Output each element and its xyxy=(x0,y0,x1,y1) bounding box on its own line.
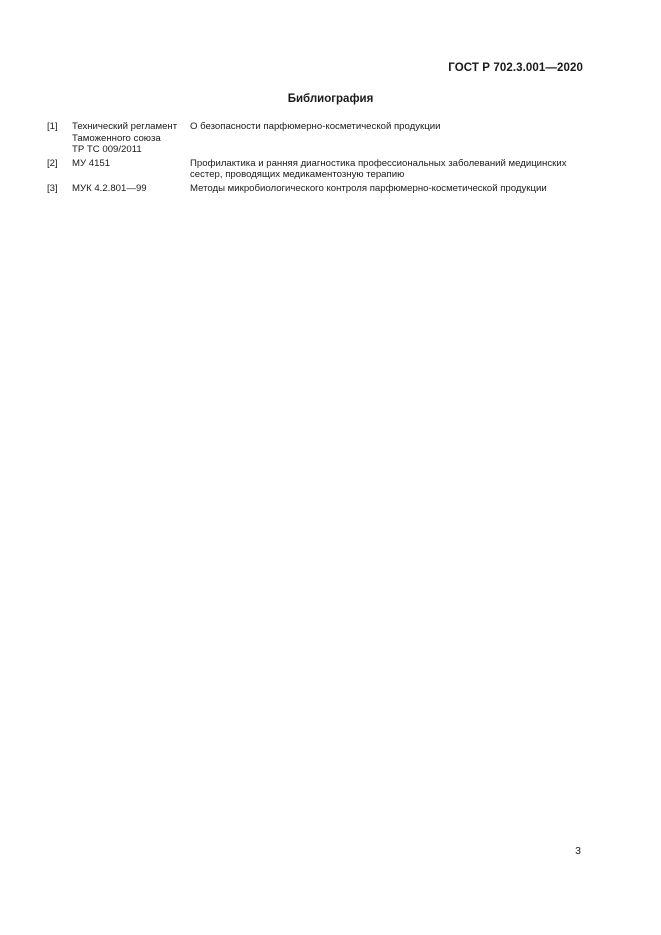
entry-reference xyxy=(72,158,190,181)
page-number: 3 xyxy=(575,845,581,857)
document-code: ГОСТ Р 702.3.001—2020 xyxy=(448,62,583,74)
entry-title-line: О безопасности парфюмерно-косметической продукции xyxy=(190,121,441,132)
entry-title xyxy=(190,121,597,156)
bibliography-list xyxy=(47,121,597,197)
entry-title xyxy=(190,183,597,195)
entry-reference xyxy=(72,121,190,156)
entry-reference-line: МУ 4151 xyxy=(72,157,111,169)
entry-number: [2] xyxy=(47,157,58,169)
bibliography-entry xyxy=(47,158,597,181)
entry-reference-line: ТР ТС 009/2011 xyxy=(72,144,142,156)
entry-reference xyxy=(72,183,190,195)
entry-reference-line: Технический регламент xyxy=(72,121,178,132)
entry-title-line: Профилактика и ранняя диагностика профессиональных заболеваний медицинских xyxy=(190,157,567,169)
entry-title-line: сестер, проводящих медикаментозную терапию xyxy=(190,169,405,181)
section-title: Библиография xyxy=(287,93,374,105)
entry-reference-line: МУК 4.2.801—99 xyxy=(72,182,147,194)
entry-number: [1] xyxy=(47,121,58,132)
bibliography-entry xyxy=(47,121,597,156)
entry-reference-line: Таможенного союза xyxy=(72,132,161,144)
entry-title xyxy=(190,158,597,181)
entry-number: [3] xyxy=(47,182,58,194)
bibliography-entry xyxy=(47,183,597,195)
entry-title-line: Методы микробиологического контроля парфюмерно-косметической продукции xyxy=(190,182,547,194)
